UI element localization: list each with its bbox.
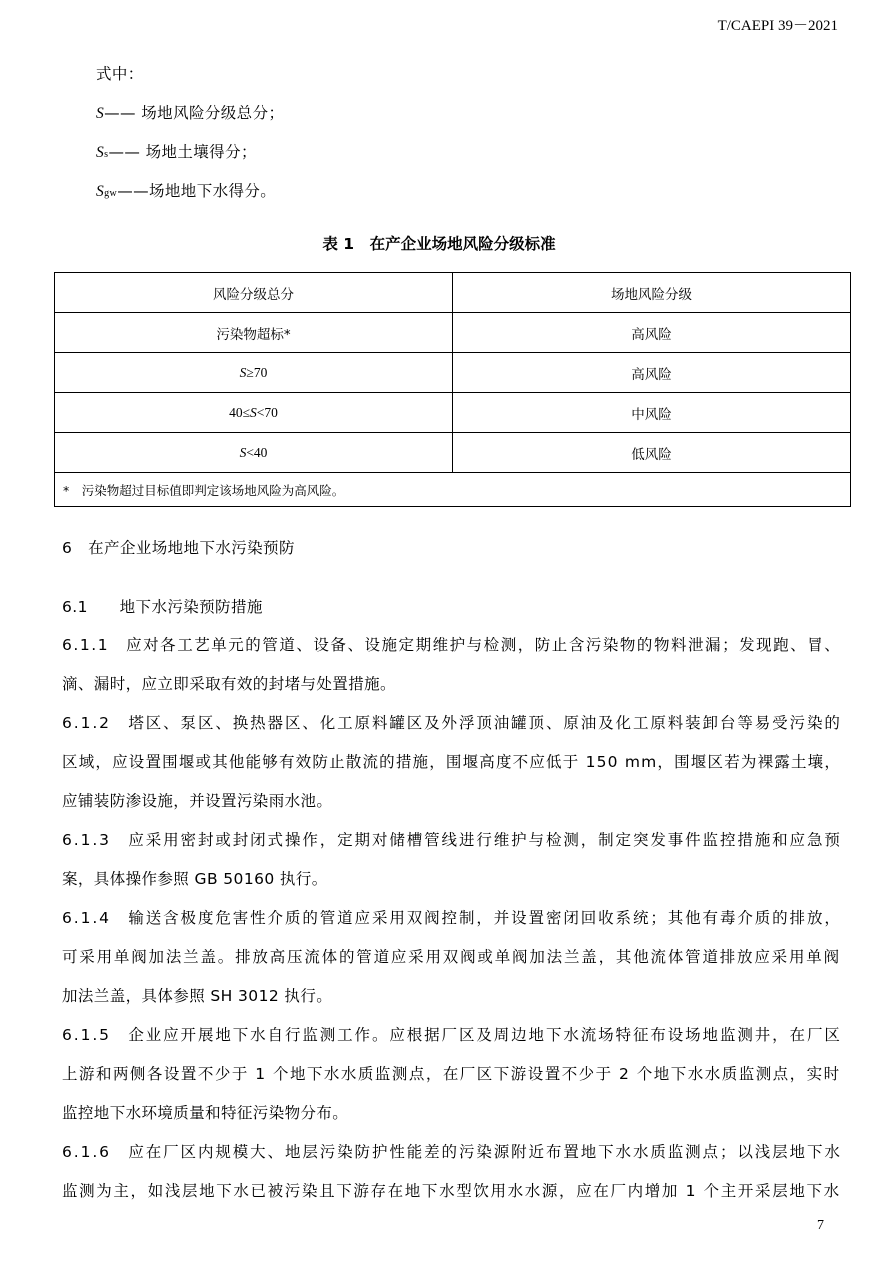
paragraph-line: 案，具体操作参照 GB 50160 执行。	[62, 870, 328, 888]
score-cell	[55, 353, 453, 393]
table-header-row	[55, 273, 851, 313]
formula-intro: 式中：	[96, 65, 144, 83]
paragraph-line: 加法兰盖，具体参照 SH 3012 执行。	[62, 987, 333, 1005]
subscript: s	[104, 149, 109, 160]
legend-item-groundwater	[96, 179, 276, 201]
paragraph-line: 6.1.6 应在厂区内规模大、地层污染防护性能差的污染源附近布置地下水水质监测点；以浅层地下水	[62, 1143, 842, 1161]
paragraph-line: 上游和两侧各设置不少于 1 个地下水水质监测点，在厂区下游设置不少于 2 个地下水水质监测点，实时	[62, 1065, 841, 1083]
subsection-title: 6.1 地下水污染预防措施	[62, 598, 263, 616]
paragraph-line: 6.1.5 企业应开展地下水自行监测工作。应根据厂区及周边地下水流场特征布设场地监测井，在厂区	[62, 1026, 842, 1044]
score-cell: 污染物超标*	[55, 313, 453, 353]
legend-text: —— 场地风险分级总分；	[104, 104, 285, 122]
level-cell: 中风险	[453, 393, 851, 433]
table-caption: 表 1 在产企业场地风险分级标准	[322, 235, 556, 253]
level-cell: 低风险	[453, 433, 851, 473]
score-cell	[55, 433, 453, 473]
subscript: gw	[104, 188, 118, 199]
symbol: S	[96, 105, 105, 122]
paragraph-line: 可采用单阀加法兰盖。排放高压流体的管道应采用双阀或单阀加法兰盖，其他流体管道排放应采用单阀	[62, 948, 841, 966]
score-range: <70	[256, 404, 278, 420]
section-title: 6 在产企业场地地下水污染预防	[62, 539, 295, 557]
symbol: S	[250, 404, 257, 420]
level-cell: 高风险	[453, 353, 851, 393]
paragraph-line: 监测为主，如浅层地下水已被污染且下游存在地下水型饮用水水源，应在厂内增加 1 个主开采层地下水	[62, 1182, 841, 1200]
symbol: S	[96, 144, 105, 161]
table-row	[55, 393, 851, 433]
score-range: <40	[246, 444, 268, 460]
document-code: T/CAEPI 39－2021	[717, 18, 838, 34]
risk-table	[54, 272, 851, 507]
paragraph-line: 6.1.2 塔区、泵区、换热器区、化工原料罐区及外浮顶油罐顶、原油及化工原料装卸台等易受污染的	[62, 714, 842, 732]
legend-item-total	[96, 101, 284, 123]
page-number: 7	[817, 1218, 824, 1233]
paragraph-line: 6.1.1 应对各工艺单元的管道、设备、设施定期维护与检测，防止含污染物的物料泄漏；发现跑、冒、	[62, 636, 842, 654]
header-cell: 场地风险分级	[453, 273, 851, 313]
paragraph-line: 6.1.3 应采用密封或封闭式操作，定期对储槽管线进行维护与检测，制定突发事件监控措施和应急预	[62, 831, 842, 849]
header-cell: 风险分级总分	[55, 273, 453, 313]
symbol: S	[96, 183, 105, 200]
score-cell	[55, 393, 453, 433]
table-row	[55, 313, 851, 353]
score-range: ≥70	[246, 364, 268, 380]
symbol: S	[239, 364, 247, 380]
table-note-row	[55, 473, 851, 507]
paragraph-line: 监控地下水环境质量和特征污染物分布。	[62, 1104, 349, 1122]
table-row	[55, 433, 851, 473]
legend-text: —— 场地土壤得分；	[108, 143, 257, 161]
score-lower: 40≤	[229, 404, 251, 420]
legend-text: ——场地地下水得分。	[117, 182, 277, 200]
table-row	[55, 353, 851, 393]
paragraph-line: 应铺装防渗设施，并设置污染雨水池。	[62, 792, 333, 810]
symbol: S	[239, 444, 247, 460]
level-cell: 高风险	[453, 313, 851, 353]
paragraph-line: 滴、漏时，应立即采取有效的封堵与处置措施。	[62, 675, 396, 693]
paragraph-line: 区域，应设置围堰或其他能够有效防止散流的措施，围堰高度不应低于 150 mm，围堰区若为裸露土壤，	[62, 753, 842, 771]
paragraph-line: 6.1.4 输送含极度危害性介质的管道应采用双阀控制，并设置密闭回收系统；其他有毒介质的排放，	[62, 909, 842, 927]
table-note: * 污染物超过目标值即判定该场地风险为高风险。	[55, 473, 851, 507]
legend-item-soil	[96, 140, 257, 162]
